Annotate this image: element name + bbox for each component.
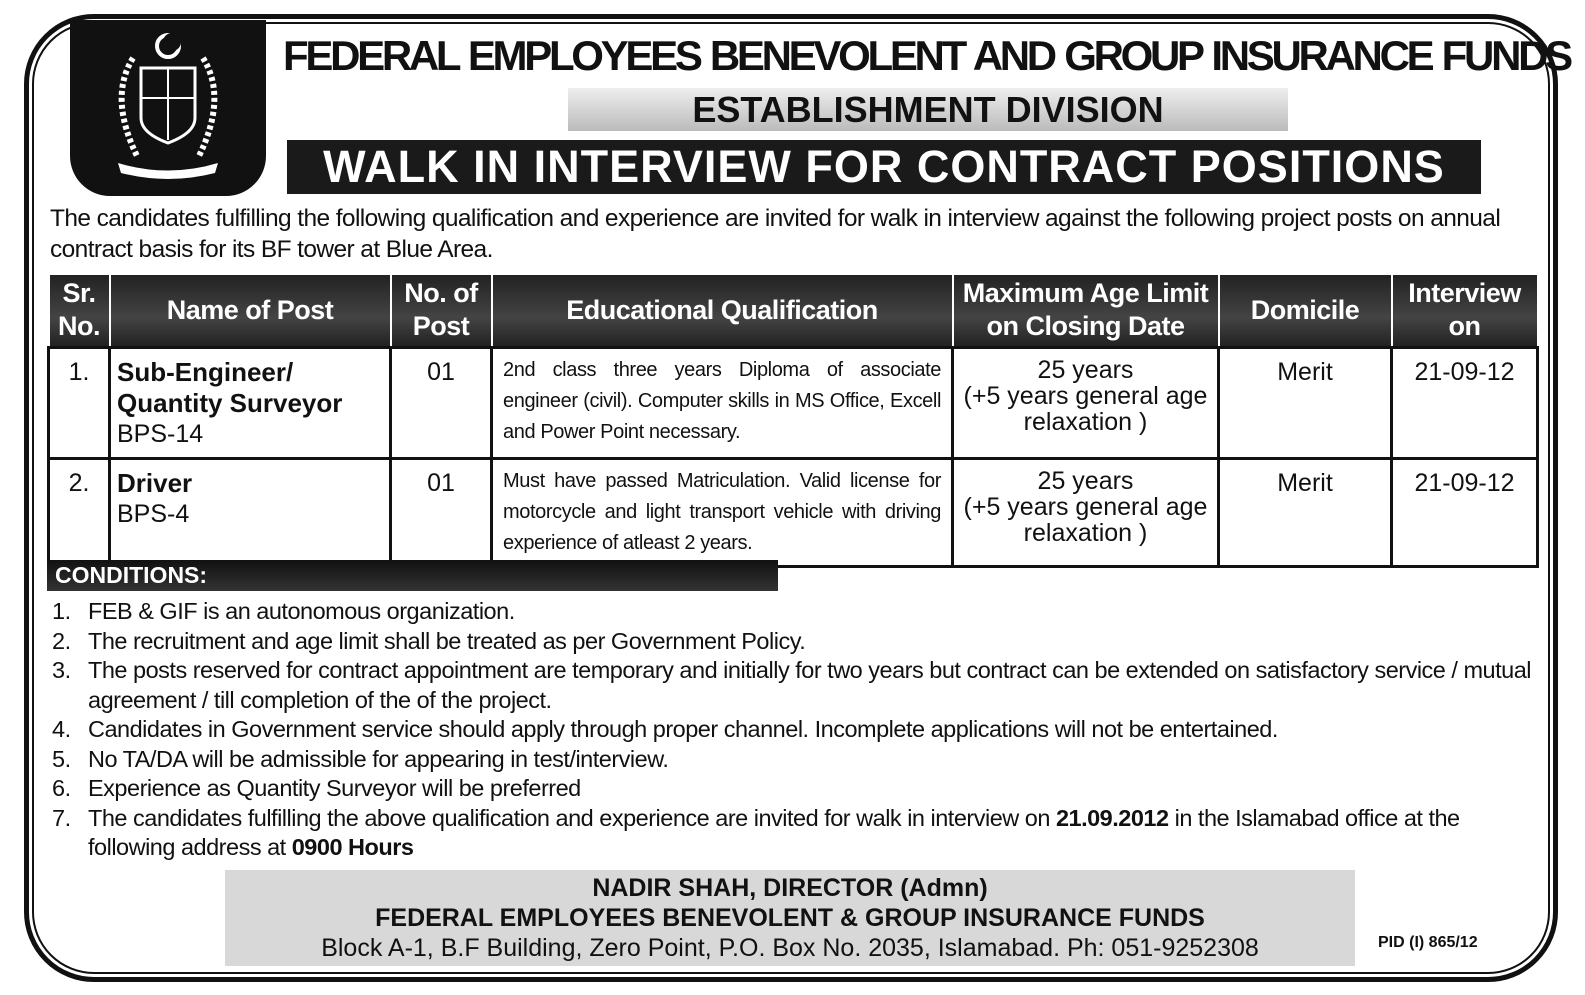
intro-paragraph: The candidates fulfilling the following qualification and experience are invited for walk in interview against the following project posts on annual contract basis for its BF tower at Blue Area. — [50, 205, 1501, 263]
item-text: No TA/DA will be admissible for appearing in test/interview. — [88, 745, 669, 772]
table-header-row — [49, 275, 1538, 347]
count-cell: 01 — [391, 458, 492, 566]
state-emblem-icon — [93, 28, 243, 188]
table-row — [49, 347, 1538, 458]
condition-item — [52, 804, 1537, 863]
condition-item — [52, 627, 1537, 657]
column-header: Sr. No. — [49, 275, 110, 347]
banner-heading: WALK IN INTERVIEW FOR CONTRACT POSITIONS — [287, 140, 1481, 194]
conditions-heading: CONDITIONS: — [47, 560, 778, 591]
age-limit: 25 years — [1037, 466, 1134, 495]
pid-number: PID (I) 865/12 — [1378, 934, 1478, 951]
item-text: The posts reserved for contract appointment are temporary and initially for two years but contract can be extended on satisfactory service / mutual agreement / till completion of the of the project. — [88, 657, 1531, 713]
condition-item — [52, 715, 1537, 745]
item-text-part: The candidates fulfilling the above qualification and experience are invited for walk in interview on — [88, 804, 1056, 831]
pakistan-emblem-logo — [70, 20, 266, 196]
condition-item — [52, 656, 1537, 715]
interview-date: 21.09.2012 — [1055, 804, 1169, 831]
qualification-cell: 2nd class three years Diploma of associate engineer (civil). Computer skills in MS Office, Excell and Power Point necessary. — [492, 347, 953, 458]
contact-name: NADIR SHAH, DIRECTOR (Admn) — [592, 874, 988, 902]
post-cell — [110, 458, 391, 566]
age-cell — [953, 347, 1219, 458]
count-cell: 01 — [391, 347, 492, 458]
item-text: Experience as Quantity Surveyor will be preferred — [88, 775, 581, 801]
qualification-cell: Must have passed Matriculation. Valid license for motorcycle and light transport vehicle with driving experience of atleast 2 years. — [492, 458, 953, 566]
item-text: Candidates in Government service should apply through proper channel. Incomplete applications will not be entertained. — [88, 716, 1278, 742]
column-header: Maximum Age Limit on Closing Date — [953, 275, 1219, 347]
item-text: The recruitment and age limit shall be treated as per Government Policy. — [88, 627, 806, 654]
column-header: Domicile — [1219, 275, 1392, 347]
item-text — [88, 804, 1537, 863]
item-text-part: in the Islamabad office at the following address at — [88, 804, 1460, 860]
age-note: (+5 years general age relaxation ) — [963, 492, 1208, 547]
item-number: 4. — [52, 716, 71, 742]
contact-block — [225, 870, 1355, 966]
item-text: FEB & GIF is an autonomous organization. — [88, 598, 515, 624]
domicile-cell: Merit — [1219, 458, 1392, 566]
contact-organization: FEDERAL EMPLOYEES BENEVOLENT & GROUP INSURANCE FUNDS — [375, 904, 1205, 932]
column-header: Educational Qualification — [492, 275, 953, 347]
condition-item — [52, 597, 1537, 627]
interview-date-cell: 21-09-12 — [1392, 458, 1538, 566]
positions-table — [47, 275, 1539, 568]
item-number: 6. — [52, 775, 71, 801]
column-header: Interview on — [1392, 275, 1538, 347]
contact-address: Block A-1, B.F Building, Zero Point, P.O. Box No. 2035, Islamabad. Ph: 051-9252308 — [321, 934, 1259, 962]
column-header: Name of Post — [110, 275, 391, 347]
division-heading: ESTABLISHMENT DIVISION — [568, 88, 1288, 131]
table-row — [49, 458, 1538, 566]
interview-time: 0900 Hours — [291, 834, 414, 860]
serial-cell: 2. — [49, 458, 110, 566]
serial-cell: 1. — [49, 347, 110, 458]
item-number: 7. — [52, 804, 71, 831]
item-number: 3. — [52, 657, 71, 683]
item-number: 5. — [52, 745, 71, 772]
condition-item — [52, 774, 1537, 804]
column-header: No. of Post — [391, 275, 492, 347]
post-cell — [110, 347, 391, 458]
post-name: Driver — [117, 467, 193, 498]
organization-title: FEDERAL EMPLOYEES BENEVOLENT AND GROUP INSURANCE FUNDS — [283, 32, 1570, 79]
post-grade: BPS-14 — [117, 419, 204, 448]
condition-item — [52, 745, 1537, 775]
domicile-cell: Merit — [1219, 347, 1392, 458]
item-number: 2. — [52, 627, 71, 654]
age-cell — [953, 458, 1219, 566]
interview-date-cell: 21-09-12 — [1392, 347, 1538, 458]
age-limit: 25 years — [1037, 355, 1134, 384]
item-number: 1. — [52, 598, 71, 624]
conditions-list — [52, 597, 1537, 863]
age-note: (+5 years general age relaxation ) — [963, 381, 1208, 436]
post-grade: BPS-4 — [117, 499, 190, 528]
post-name: Sub-Engineer/ Quantity Surveyor — [117, 356, 343, 418]
